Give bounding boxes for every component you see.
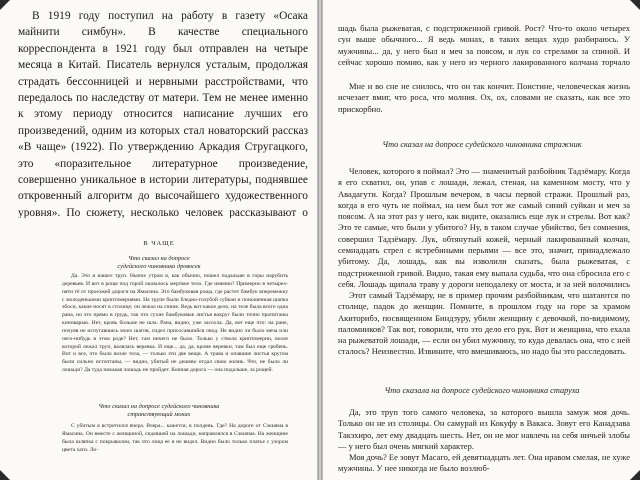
paragraph: Человек, которого я поймал? Это — знаменитый разбойник Тадзёмару. Когда я его схватил, он, упав с лошади, лежал, стеная, на каменном мосту, что у Авадагути. Когда? Прошлым вечером, в часы первой стражи. Прошлый раз, когда я его чуть не поймал, на нем был тот же самый синий суйкан и меч за поясом. А на этот раз у него, как видите, оказались еще лук и стрелы. Вот как? Это те самые, что были у убитого? Ну, в таком случае убийство, без сомнения, совершил Тадзёмару. Лук, обтянутый кожей, черный лакированный колчан, семнадцать стрел с ястребиными перьями — все это, значит, принадлежало убитому. Да, лошадь, как вы изволили сказать, была рыжеватая, с подстриженной гривой. Видно, такая ему выпала судьба, что она сбросила его с себя. Лошадь щипала траву у дороги неподалеку от моста, и за ней волочились bbox=[338, 166, 630, 289]
page-corner bbox=[0, 0, 10, 10]
page-corner bbox=[0, 470, 10, 480]
paragraph: Моя дочь? Ее зовут Масаго, ей девятнадцать лет. Она нравом смелая, не хуже мужчины. У нее никогда не было возлюб- bbox=[338, 452, 630, 474]
old-woman-testimony-2 bbox=[338, 452, 630, 475]
paragraph: Этот самый Тадзёмару, не в пример прочим разбойникам, что шатаются по столице, падок до женщин. Помните, в прошлом году на горе за храмом Акиторибэ, посвященном Биндзуру, убили женщину с девочкой, по-видимому, паломников? Так вот, говорили, что это дело его рук. Вот и женщина, что ехала на рыжеватой лошади, — если он убил мужчину, то куда девалась она, что с ней сталось? Неизвестно. Извините, что вмешиваюсь, но надо бы это расследовать. bbox=[338, 290, 630, 357]
left-page bbox=[0, 0, 318, 480]
paragraph: Да, это труп того самого человека, за которого вышла замуж моя дочь. Только он не из столицы. Он самурай из Кокуфу в Вакаса. Зовут его Канадзава Такэхиро, лет ему двадцать шесть. Нет, он не мог навлечь на себя ничьей злобы — у него был очень мягкий характер. bbox=[338, 407, 630, 451]
section-heading-monk bbox=[0, 403, 318, 419]
section-heading-line: Что сказал на допросе судейского чиновника bbox=[98, 403, 220, 410]
section-heading-old-woman: Что сказала на допросе судейского чиновника старуха bbox=[384, 386, 580, 395]
monk-testimony: С убитым я встретился вчера. Вчера... кажется, в полдень. Где? На дороге от Сэкияма в Ямасина. Он вместе с женщиной, сидевшей на лошади, направлялся в Сэкияма. На женщине была шляпка с покрывалом, так что лица ее я не видел. Видно было только платье с узором цвета хаги. Ло- bbox=[62, 423, 288, 453]
section-heading-line: Что сказал на допросе bbox=[128, 255, 190, 262]
old-woman-testimony bbox=[338, 407, 630, 452]
section-heading-line: судейского чиновника дровосек bbox=[117, 263, 201, 270]
monk-testimony-ending bbox=[338, 81, 630, 116]
intro-text: В 1919 году поступил на работу в газету «Осака майнити симбун». В качестве специального корреспондента в 1921 году был отправлен на четыре месяца в Китай. Писатель вернулся усталым, продолжая страдать бессонницей и нервными расстройствами, что передалось по наследству от матери. Тем не менее именно к этому периоду относится написание лучших его произведений, одним из которых стал новаторский рассказ «В чаще» (1922). По утверждению Аркадия Стругацкого, это «поразительное литературное произведение, совершенно уникальное в истории литературы, поднявшее откровенный алгоритм до высочайшего художественного уровня». По сюжету, несколько человек рассказывают о bbox=[18, 10, 308, 218]
section-heading-line: странствующий монах bbox=[127, 411, 191, 418]
paragraph: шадь была рыжеватая, с подстриженной гривой. Рост? Что-то около четырех сун выше обычного... Я ведь монах, в таких вещах худо разбираюсь. У мужчины... да, у него был и меч за поясом, и лук со стрелами за спиной. И сейчас хорошо помню, как у него из черного лакированного колчана торчало bbox=[338, 23, 630, 67]
section-heading-woodcutter bbox=[0, 255, 318, 271]
guard-testimony bbox=[338, 166, 630, 290]
story-title: В ЧАЩЕ bbox=[143, 240, 175, 247]
section-heading-guard: Что сказал на допросе судейского чиновника стражник bbox=[382, 140, 582, 149]
guard-testimony-2 bbox=[338, 290, 630, 366]
intro-paragraph bbox=[18, 8, 308, 218]
page-corner bbox=[630, 0, 640, 10]
monk-testimony-continued bbox=[338, 23, 630, 70]
paragraph: Мне и во сне не снилось, что он так кончит. Поистине, человеческая жизнь исчезает вмиг, что роса, что молния. Ох, ох, словами не сказать, как все это прискорбно. bbox=[338, 81, 630, 114]
page-corner bbox=[630, 470, 640, 480]
right-page bbox=[322, 0, 640, 480]
woodcutter-testimony: Да. Это я нашел труп. Нынче утром я, как обычно, пошел подальше в горы нарубить деревьев. И вот в роще под горой оказалось мертвое тело. Где именно? Примерно в четырех-пяти тё от проезжей дороги на Ямасина. Это бамбуковая роща, где растет бамбук вперемежку с молоденькими криптомериями. На трупе были бледно-голубой суйкан и поношенная шапка эбоси, какие носят в столице; он лежал на спине. Ведь вот какое дело, на теле была всего одна рана, но это прямо в грудь, так что сухие бамбуковые листья вокруг были точно пропитаны киноварью. Нет, кровь больше не шла. Рана, видно, уже засохла. Да, вот еще что: на ране, почуяв не испугавшись моих шагов, сидел присосавшийся овод. Не видно ли было меча или чего-нибудь в этом роде? Нет, там ничего не было. Только у ствола криптомерии, возле которой лежал труп, валялась веревка. И еще... да, да, кроме веревки, там был еще гребень. Вот и все, что было возле тела, — только эти две вещи. А трава и опавшие листья кругом были сильно истоптаны, — видно, убитый не дешево отдал свою жизнь. Что, не было ли лошади? Да туда никакая лошадь не пройдет. Конная дорога — она подальше, за рощей. bbox=[62, 273, 288, 374]
